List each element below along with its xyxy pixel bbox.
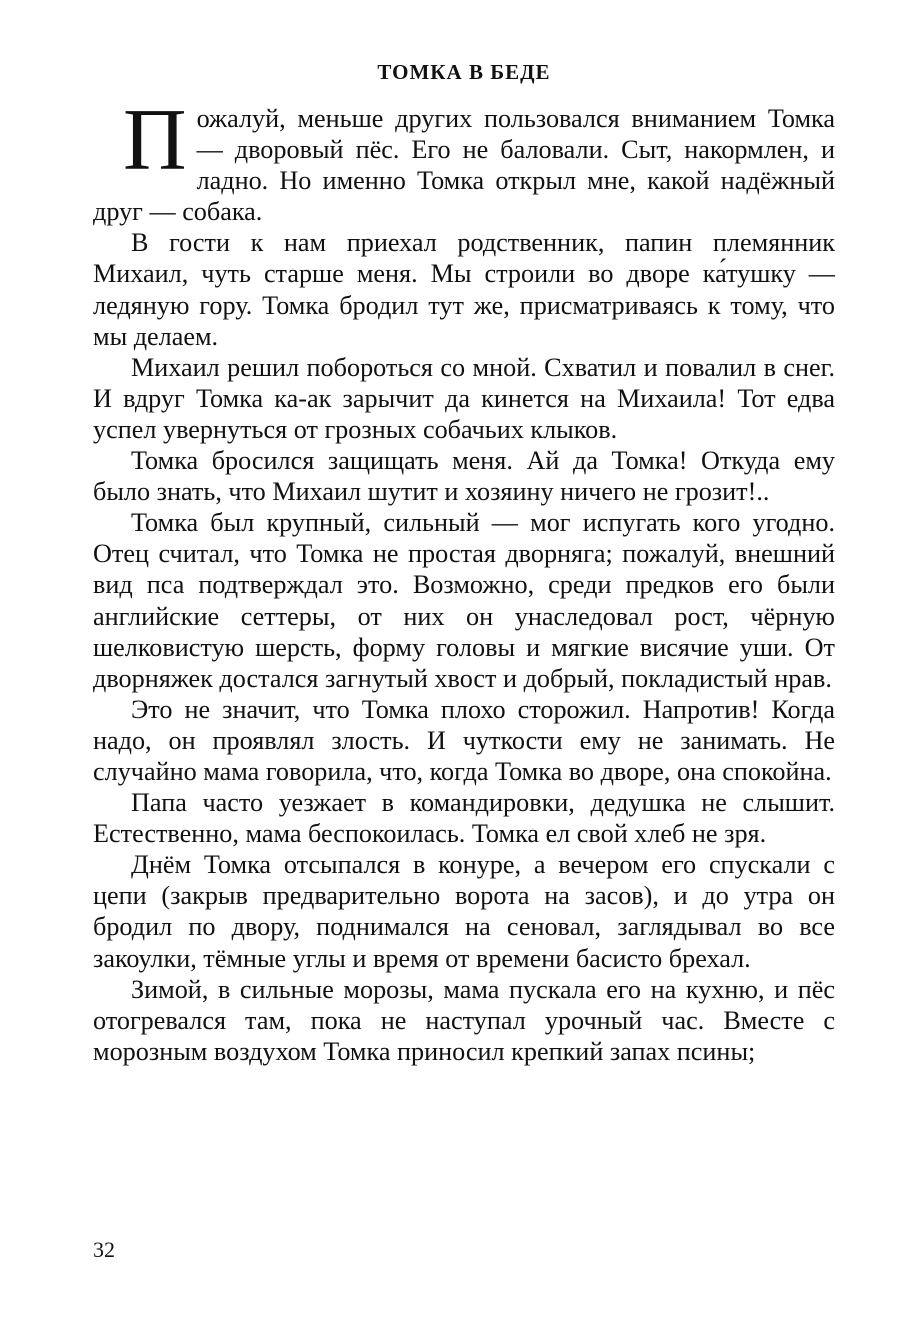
page-content <box>93 58 835 1067</box>
page-number: 32 <box>93 1237 115 1262</box>
paragraph-4: Томка бросился защищать меня. Ай да Томка! Откуда ему было знать, что Михаил шутит и хозяину ничего не грозит!.. <box>93 446 835 507</box>
paragraph-6: Это не значит, что Томка плохо сторожил. Напротив! Когда надо, он проявлял злость. И чуткости ему не занимать. Не случайно мама говорила, что, когда Томка во дворе, она спокойна. <box>93 694 835 786</box>
chapter-title: ТОМКА В БЕДЕ <box>377 60 551 84</box>
paragraph-7: Папа часто уезжает в командировки, дедушка не слышит. Естественно, мама беспокоилась. Томка ел свой хлеб не зря. <box>93 788 835 849</box>
paragraph-2: В гости к нам приехал родственник, папин племянник Михаил, чуть старше меня. Мы строили во дворе ка́тушку — ледяную гору. Томка бродил тут же, присматриваясь к тому, что мы делаем. <box>93 228 835 351</box>
paragraph-5: Томка был крупный, сильный — мог испугать кого угодно. Отец считал, что Томка не простая дворняга; пожалуй, внешний вид пса подтверждал это. Возможно, среди предков его были английские сеттеры, от них он унаследовал рост, чёрную шелковистую шерсть, форму головы и мягкие висячие уши. От дворняжек достался загнутый хвост и добрый, покладистый нрав. <box>93 508 835 693</box>
paragraph-1 <box>93 92 835 227</box>
paragraph-8: Днём Томка отсыпался в конуре, а вечером его спускали с цепи (закрыв предварительно ворота на засов), и до утра он бродил по двору, поднимался на сеновал, заглядывал во все закоулки, тёмные углы и время от времени басисто брехал. <box>93 850 835 973</box>
drop-cap-letter: П <box>123 92 187 189</box>
paragraph-9: Зимой, в сильные морозы, мама пускала его на кухню, и пёс отогревался там, пока не наступал урочный час. Вместе с морозным воздухом Томка приносил крепкий запах псины; <box>93 974 835 1066</box>
paragraph-1-text: ожалуй, меньше других пользовался вниманием Томка — дворовый пёс. Его не баловали. Сыт, накормлен, и ладно. Но именно Томка открыл мне, какой надёжный друг — собака. <box>93 104 835 227</box>
paragraph-3: Михаил решил побороться со мной. Схватил и повалил в снег. И вдруг Томка ка-ак зарычит да кинется на Михаила! Тот едва успел увернуться от грозных собачьих клыков. <box>93 352 835 444</box>
